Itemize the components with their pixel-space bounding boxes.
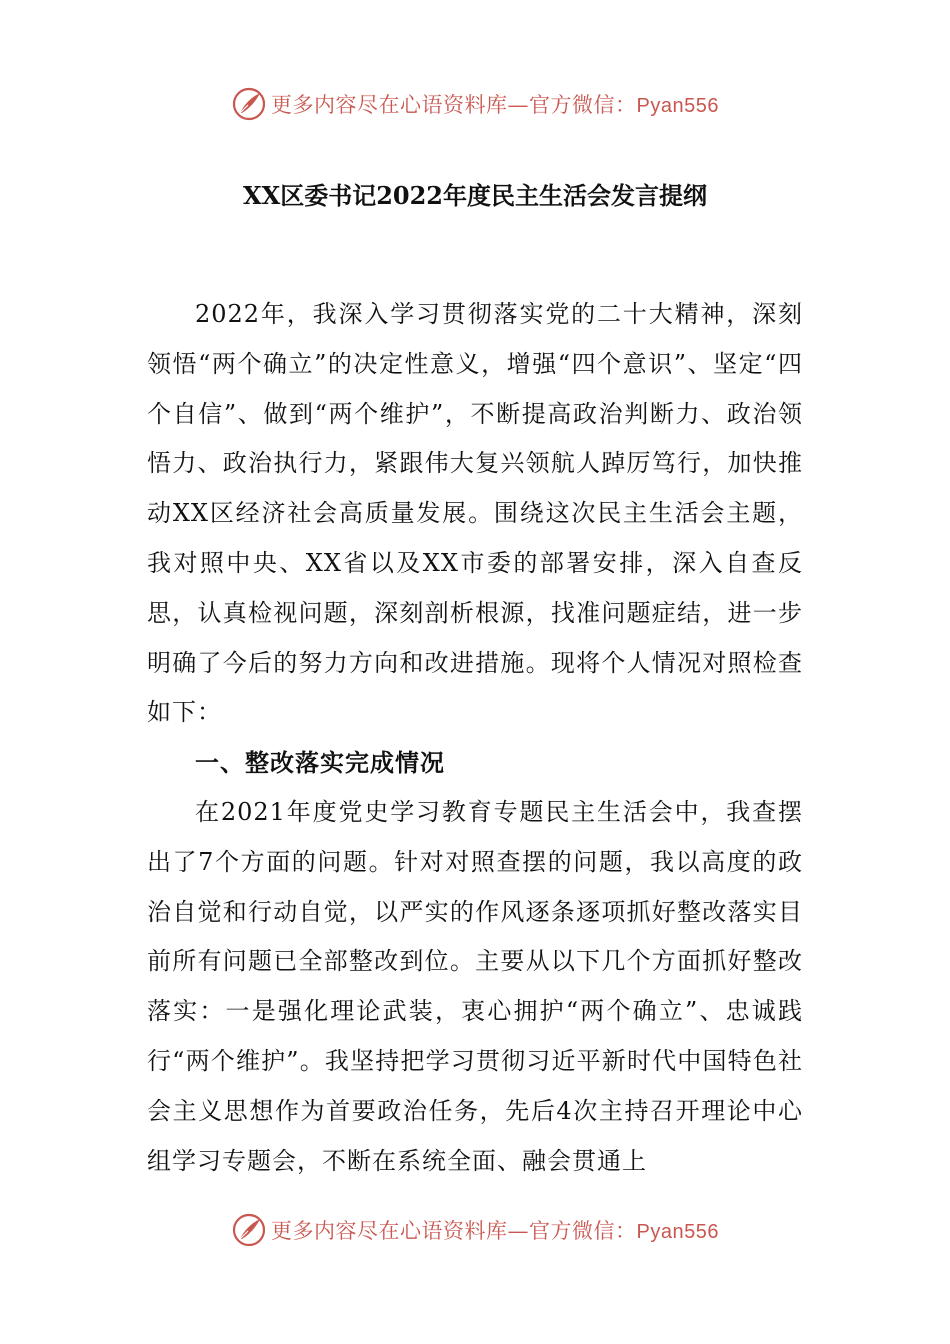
document-body (147, 290, 803, 1186)
section-heading: 一、整改落实完成情况 (195, 748, 445, 778)
intro-paragraph: 2022年，我深入学习贯彻落实党的二十大精神，深刻领悟“两个确立”的决定性意义，增强“四个意识”、坚定“四个自信”、做到“两个维护”，不断提高政治判断力、政治领悟力、政治执行力，紧跟伟大复兴领航人踔厉笃行，加快推动XX区经济社会高质量发展。围绕这次民主生活会主题，我对照中央、XX省以及XX市委的部署安排，深入自查反思，认真检视问题，深刻剖析根源，找准问题症结，进一步明确了今后的努力方向和改进措施。现将个人情况对照检查如下： (147, 300, 803, 727)
quill-pen-logo-icon (231, 86, 267, 122)
watermark-header (0, 84, 950, 124)
section-paragraph: 在2021年度党史学习教育专题民主生活会中，我查摆出了7个方面的问题。针对对照查摆的问题，我以高度的政治自觉和行动自觉，以严实的作风逐条逐项抓好整改落实目前所有问题已全部整改到位。主要从以下几个方面抓好整改落实：一是强化理论武装，衷心拥护“两个确立”、忠诚践行“两个维护”。我坚持把学习贯彻习近平新时代中国特色社会主义思想作为首要政治任务，先后4次主持召开理论中心组学习专题会，不断在系统全面、融会贯通上 (147, 797, 803, 1175)
document-title: XX区委书记2022年度民主生活会发言提纲 (242, 181, 708, 210)
quill-pen-logo-icon (231, 1212, 267, 1248)
watermark-text: 更多内容尽在心语资料库—官方微信：Pyan556 (271, 93, 719, 117)
watermark-text: 更多内容尽在心语资料库—官方微信：Pyan556 (271, 1219, 719, 1243)
watermark-footer (0, 1210, 950, 1250)
